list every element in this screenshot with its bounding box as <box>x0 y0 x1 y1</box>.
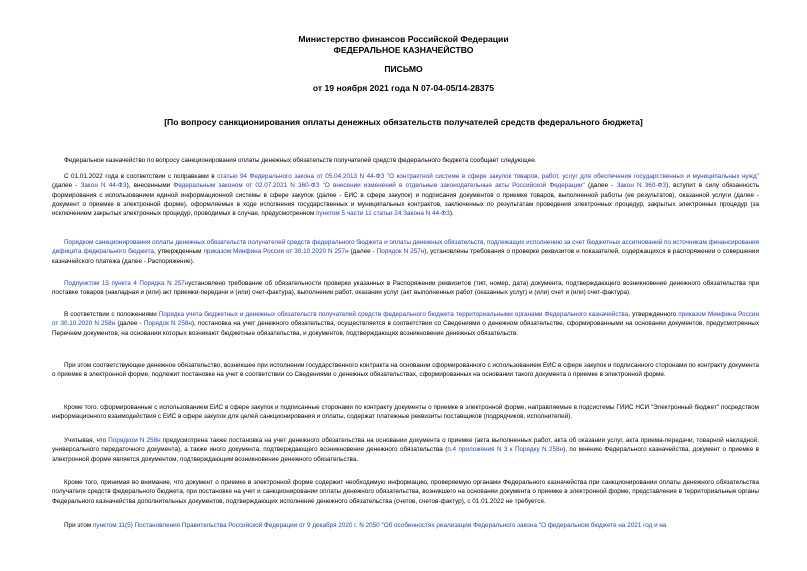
link-procedure-258n-2[interactable]: Порядком N 258н <box>108 437 161 444</box>
document-date-number: от 19 ноября 2021 года N 07-04-05/14-28375 <box>312 83 495 93</box>
text-span: (далее - <box>348 248 377 256</box>
link-accounting-procedure[interactable]: Порядка учета бюджетных и денежных обязательств получателей средств федерального бюджета территориальными органами Федерального казначейства <box>158 311 629 318</box>
text-span: установлено требование об обязательности проверки указанных в Распоряжении реквизитов (тип, номер, дата) документа, подтверждающего возникновение денежного обязательства при поставке товаров (накладная и (или) акт приемки-передачи и (или) счет-фактура), выполнении работ, оказании услуг (акт выполненных работ (оказанных услуг) и (или) счет и (или) счет-фактура). <box>52 280 759 297</box>
text-span: С 01.01.2022 года в соответствии с поправками в <box>64 173 218 180</box>
paragraph-5 <box>52 310 759 338</box>
link-government-decree-2050[interactable]: пунктом 11(5) Постановления Правительства Российской Федерации от 9 декабря 2020 г. N 2050 "Об особенностях реализации Федерального закона "О федеральном бюджете на 2021 год и на <box>92 522 667 529</box>
paragraph-intro <box>52 156 759 165</box>
text-span: , утвержденным <box>153 248 204 256</box>
ministry-name: Министерство финансов Российской Федерации <box>298 34 509 44</box>
document-subject: [По вопросу санкционирования оплаты денежных обязательств получателей средств федерального бюджета] <box>164 117 643 127</box>
text-span: Федеральное казначейство по вопросу санкционирования оплаты денежных обязательств получателей средств федерального бюджета сообщает следующее. <box>64 157 537 164</box>
text-span: Кроме того, сформированные с использованием ЕИС в сфере закупок и подписанные сторонами по контракту документы о приемке в электронной форме, направляемые в подсистемы ГИИС НСИ "Электронный бюджет" посредством информационного взаимодействия с ЕИС в сфере закупок для целей санкционирования и оплаты, содержат платежные реквизиты поставщиков (подрядчиков, исполнителей). <box>52 404 759 421</box>
link-procedure-258n[interactable]: Порядок N 258н <box>143 320 192 328</box>
text-span: ), вступит в силу обязанность формирования с использованием единой информационной системы в сфере закупок (далее - ЕИС в сфере закупок) и подписания документов о приемке товаров, выполненной работы (ее результатов), оказанной услуги (далее - документ о приемке в электронной форме), оформляемых в ходе исполнения государственных и муниципальных контрактов, заключенных по результатам проведения электронных процедур, закрытых электронных процедур (за исключением закрытых электронных процедур, проводимых в случае, предусмотренном <box>52 182 759 218</box>
link-law-44fz[interactable]: Закон N 44-ФЗ <box>80 182 127 190</box>
text-span: В соответствии с положениями <box>64 311 159 318</box>
text-span: ), постановка на учет денежного обязательства, осуществляется в соответствии со Сведениями о денежном обязательстве, сформированными на основании документов, предусмотренных Перечнем документов, на основании которых возникают бюджетные обязательства, и документов, подтверждающих возникновение денежных обязательств. <box>52 320 759 337</box>
text-span: Учитывая, что <box>64 437 109 444</box>
treasury-name: ФЕДЕРАЛЬНОЕ КАЗНАЧЕЙСТВО <box>333 45 474 55</box>
link-procedure-257n[interactable]: Порядок N 257н <box>376 248 425 256</box>
paragraph-2 <box>52 172 759 218</box>
link-article-24-part-11[interactable]: пунктом 5 части 11 статьи 24 Закона N 44-ФЗ <box>316 210 450 218</box>
issuer-header <box>0 34 807 56</box>
text-span: , утвержденного <box>628 311 679 318</box>
text-span: Кроме того, принимая во внимание, что документ о приемке в электронной форме содержит необходимую информацию, проверяемую органами Федерального казначейства при санкционировании оплаты денежного обязательства получателя средств федерального бюджета, при постановке на учет и санкционировании оплаты денежного обязательства, возникшего на основании документа о приемке в электронной форме, представление в территориальные органы Федерального казначейства дополнительных документов, подтверждающих исполнение денежного обязательства (счетов, счетов-фактур), с 01.01.2022 не требуется. <box>52 479 759 505</box>
link-federal-law-360fz[interactable]: Федеральным законом от 02.07.2021 N 360-ФЗ "О внесении изменений в отдельные законодательные акты Российской Федерации" <box>173 182 585 190</box>
text-span: предусмотрена также постановка на учет денежного обязательства на основании документа о приемке (акта выполненных работ, акта об оказании услуг, акта приема-передачи, товарной накладной, универсального передаточного документа), а также иного документа, подтверждающего возникновение денежного обязательства ( <box>52 437 759 454</box>
text-span: (далее - <box>52 182 81 190</box>
link-order-257n[interactable]: приказом Минфина России от 30.10.2020 N 257н <box>203 248 349 256</box>
text-span: ). <box>449 210 454 218</box>
text-span: ), внесенными <box>126 182 174 190</box>
link-subparagraph-15-procedure-257n[interactable]: Подпунктом 15 пункта 4 Порядка N 257н <box>64 280 189 287</box>
text-span: При этом соответствующее денежное обязательство, возникшее при исполнении государственного контракта на основании сформированного с использованием ЕИС в сфере закупок и подписанного сторонами по контракту документа о приемке в электронной форме, подлежит постановке на учет в соответствии со Сведениями о денежных обязательствах, сформированных на основании такого документа о приемке в электронной форме. <box>52 362 759 379</box>
paragraph-9 <box>52 478 759 506</box>
link-sanctioning-procedure[interactable]: Порядком санкционирования оплаты денежных обязательств получателей средств федерального бюджета и оплаты денежных обязательств, подлежащих исполнению за счет бюджетных ассигнований по источникам финансирования дефицита федерального бюджета <box>52 239 759 256</box>
paragraph-3 <box>52 238 759 266</box>
link-law-360fz[interactable]: Закон N 360-ФЗ <box>616 182 667 190</box>
link-article-94-law-44fz[interactable]: статью 94 Федерального закона от 05.04.2013 N 44-ФЗ "О контрактной системе в сфере закупок товаров, работ, услуг для обеспечения государственных и муниципальных нужд" <box>217 173 759 180</box>
text-span: (далее - <box>115 320 144 328</box>
text-span: ), по мнению Федерального казначейства, документ о приемке в электронной форме является документом, подтверждающим возникновение денежного обязательства. <box>52 446 760 463</box>
paragraph-6 <box>52 361 759 380</box>
text-span: При этом <box>64 522 93 529</box>
link-order-258n[interactable]: приказом Минфина России от 30.10.2020 N 258н <box>52 311 759 328</box>
text-span: ), установлены требования о проверке реквизитов и показателей, содержащихся в распоряжении о совершении казначейского платежа (далее - Распоряжение). <box>52 248 760 265</box>
link-appendix-3-procedure-258n[interactable]: п.4 приложения N 3 к Порядку N 258н <box>447 446 564 454</box>
paragraph-7 <box>52 403 759 422</box>
paragraph-8 <box>52 436 759 464</box>
document-type: ПИСЬМО <box>384 64 423 74</box>
paragraph-4 <box>52 279 759 298</box>
text-span: (далее - <box>584 182 617 190</box>
paragraph-10 <box>52 521 759 530</box>
